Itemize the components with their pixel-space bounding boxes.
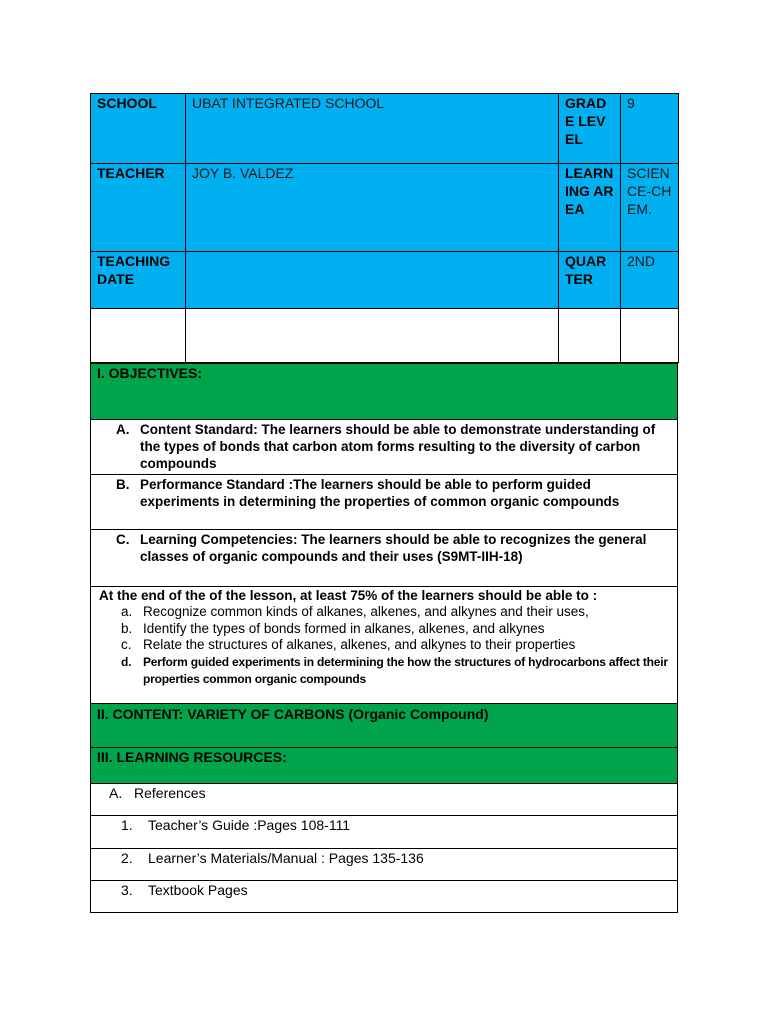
school-label: SCHOOL — [91, 94, 186, 164]
learning-area-label: LEARNING AREA — [559, 164, 621, 252]
content-heading: II. CONTENT: VARIETY OF CARBONS (Organic Compound) — [91, 704, 678, 748]
empty-cell — [91, 309, 186, 363]
quarter-label: QUARTER — [559, 252, 621, 309]
content-standard-text: Content Standard: The learners should be able to demonstrate understanding of the types of bonds that carbon atom forms resulting to the diversity of carbon compounds — [140, 422, 656, 471]
references-cell — [91, 784, 678, 816]
performance-standard-text: Performance Standard :The learners should be able to perform guided experiments in determining the properties of common organic compounds — [140, 477, 620, 509]
content-standard-cell — [91, 420, 678, 475]
body-table — [90, 363, 678, 913]
learning-competencies-text: Learning Competencies: The learners should be able to recognizes the general classes of organic compounds and their uses (S9MT-IIH-18) — [140, 532, 647, 564]
learning-resources-heading: III. LEARNING RESOURCES: — [91, 748, 678, 784]
empty-cell — [621, 309, 679, 363]
school-value: UBAT INTEGRATED SCHOOL — [186, 94, 559, 164]
teaching-date-value — [186, 252, 559, 309]
learners-materials-cell — [91, 849, 678, 881]
resource-item: 2. Learner’s Materials/Manual : Pages 135-136 — [121, 850, 424, 866]
lesson-objectives-cell — [91, 587, 678, 704]
objective-item: C. Learning Competencies: The learners should be able to recognizes the general classes of organic compounds and their uses (S9MT-IIH-18) — [116, 531, 671, 565]
lesson-item: c. Relate the structures of alkanes, alkenes, and alkynes to their properties — [121, 637, 576, 652]
objective-item: B. Performance Standard :The learners should be able to perform guided experiments in determining the properties of common organic compounds — [116, 476, 671, 510]
resource-item: 3. Textbook Pages — [121, 882, 248, 898]
textbook-pages-cell — [91, 881, 678, 913]
teaching-date-label: TEACHING DATE — [91, 252, 186, 309]
quarter-value: 2ND — [621, 252, 679, 309]
references-item: A. References — [109, 785, 206, 801]
teacher-value: JOY B. VALDEZ — [186, 164, 559, 252]
lesson-intro: At the end of the of the lesson, at least 75% of the learners should be able to : — [99, 588, 598, 603]
resource-item: 1. Teacher’s Guide :Pages 108-111 — [121, 817, 351, 833]
lesson-plan-document — [90, 93, 678, 913]
teacher-label: TEACHER — [91, 164, 186, 252]
lesson-item: d. Perform guided experiments in determining the how the structures of hydrocarbons affect their properties common organic compounds — [121, 654, 668, 686]
grade-label: GRADE LEVEL — [559, 94, 621, 164]
header-table — [90, 93, 679, 363]
objective-item: A. Content Standard: The learners should be able to demonstrate understanding of the types of bonds that carbon atom forms resulting to the diversity of carbon compounds — [116, 421, 671, 472]
teachers-guide-cell — [91, 816, 678, 849]
lesson-item: b. Identify the types of bonds formed in alkanes, alkenes, and alkynes — [121, 620, 545, 636]
grade-value: 9 — [621, 94, 679, 164]
learning-competencies-cell — [91, 530, 678, 587]
performance-standard-cell — [91, 475, 678, 530]
learning-area-value: SCIENCE-CHEM. — [621, 164, 679, 252]
lesson-item: a. Recognize common kinds of alkanes, alkenes, and alkynes and their uses, — [121, 604, 589, 619]
empty-cell — [186, 309, 559, 363]
empty-cell — [559, 309, 621, 363]
objectives-heading: I. OBJECTIVES: — [91, 364, 678, 420]
